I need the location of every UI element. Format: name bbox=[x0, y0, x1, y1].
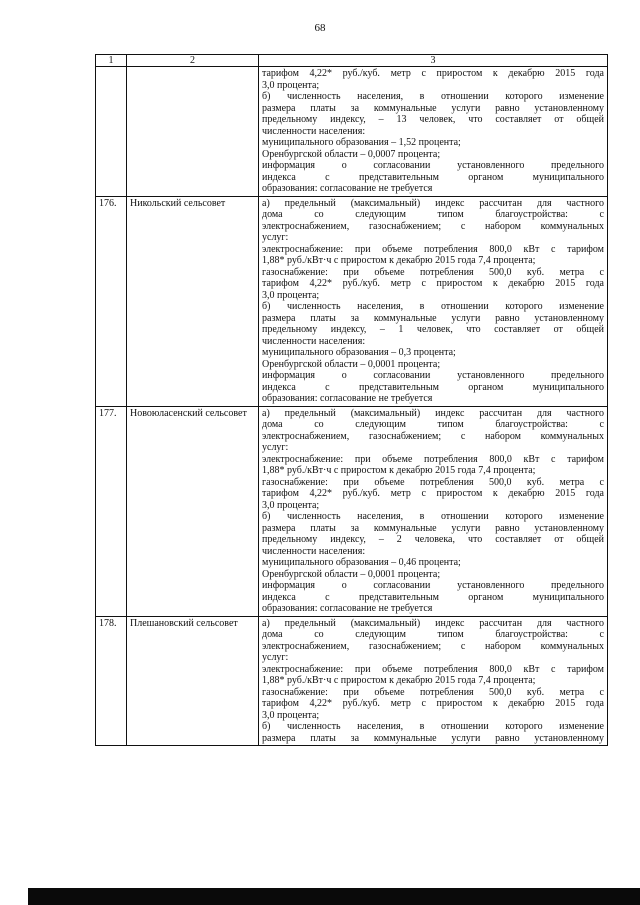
table-row bbox=[96, 196, 608, 406]
header-col-3: 3 bbox=[259, 55, 608, 67]
row-number: 176. bbox=[96, 196, 127, 406]
description-line: дома со следующим типом благоустройства: с bbox=[262, 209, 604, 220]
description-line: муниципального образования – 0,3 процента; bbox=[262, 347, 456, 358]
description-line: дома со следующим типом благоустройства: с bbox=[262, 629, 604, 640]
description-line: Оренбургской области – 0,0001 процента; bbox=[262, 568, 441, 580]
description-line: а) предельный (максимальный) индекс рассчитан для частного bbox=[262, 407, 604, 419]
description-line: Оренбургской области – 0,0007 процента; bbox=[262, 148, 441, 160]
table-row bbox=[96, 616, 608, 746]
description-line: численности населения: bbox=[262, 125, 366, 137]
description-line: 3,0 процента; bbox=[262, 709, 320, 721]
description-line: индекса с представительным органом муниципального bbox=[262, 381, 604, 393]
description-line: предельному индексу, – 1 человек, что составляет от общей bbox=[262, 324, 604, 335]
row-number: 177. bbox=[96, 406, 127, 616]
description-line: б) численность населения, в отношении которого изменение bbox=[262, 91, 604, 102]
description-line: газоснабжение: при объеме потребления 500,0 куб. метра с bbox=[262, 266, 604, 278]
description-line: предельному индексу, – 13 человек, что составляет от общей bbox=[262, 114, 604, 125]
description-line: образования: согласование не требуется bbox=[262, 183, 433, 194]
index-description bbox=[259, 67, 608, 197]
row-number bbox=[96, 67, 127, 197]
municipality-name: Никольский сельсовет bbox=[127, 196, 259, 406]
page-number: 68 bbox=[314, 22, 326, 34]
description-line: б) численность населения, в отношении которого изменение bbox=[262, 301, 604, 312]
description-line: б) численность населения, в отношении которого изменение bbox=[262, 721, 604, 732]
description-line: тарифом 4,22* руб./куб. метр с приростом к декабрю 2015 года bbox=[262, 68, 604, 79]
description-line: электроснабжением, газоснабжением; с набором коммунальных bbox=[262, 430, 604, 442]
description-line: информация о согласовании установленного предельного bbox=[262, 370, 604, 381]
table-row bbox=[96, 67, 608, 197]
description-line: услуг: bbox=[262, 232, 289, 243]
description-line: электроснабжение: при объеме потребления 800,0 кВт с тарифом bbox=[262, 663, 604, 675]
index-description bbox=[259, 406, 608, 616]
index-description bbox=[259, 616, 608, 746]
description-line: электроснабжением, газоснабжением; с набором коммунальных bbox=[262, 640, 604, 652]
table-header bbox=[96, 55, 608, 67]
index-description bbox=[259, 196, 608, 406]
description-line: Оренбургской области – 0,0001 процента; bbox=[262, 358, 441, 370]
municipality-name: Новоюласенский сельсовет bbox=[127, 406, 259, 616]
description-line: размера платы за коммунальные услуги равно установленному bbox=[262, 312, 604, 324]
description-line: дома со следующим типом благоустройства: с bbox=[262, 419, 604, 430]
table-body bbox=[96, 67, 608, 746]
description-line: муниципального образования – 1,52 процента; bbox=[262, 137, 461, 148]
description-line: индекса с представительным органом муниципального bbox=[262, 171, 604, 183]
description-line: газоснабжение: при объеме потребления 500,0 куб. метра с bbox=[262, 686, 604, 698]
description-line: численности населения: bbox=[262, 335, 366, 347]
header-col-1: 1 bbox=[96, 55, 127, 67]
description-line: 3,0 процента; bbox=[262, 499, 320, 511]
table-row bbox=[96, 406, 608, 616]
description-line: образования: согласование не требуется bbox=[262, 393, 433, 404]
description-line: индекса с представительным органом муниципального bbox=[262, 591, 604, 603]
description-line: размера платы за коммунальные услуги равно установленному bbox=[262, 522, 604, 534]
description-line: численности населения: bbox=[262, 545, 366, 557]
header-row bbox=[96, 55, 608, 67]
description-line: а) предельный (максимальный) индекс рассчитан для частного bbox=[262, 617, 604, 629]
description-line: электроснабжение: при объеме потребления 800,0 кВт с тарифом bbox=[262, 453, 604, 465]
description-line: 3,0 процента; bbox=[262, 289, 320, 301]
description-line: услуг: bbox=[262, 652, 289, 663]
municipality-name bbox=[127, 67, 259, 197]
description-line: муниципального образования – 0,46 процента; bbox=[262, 557, 461, 568]
description-line: 1,88* руб./кВт·ч с приростом к декабрю 2015 года 7,4 процента; bbox=[262, 255, 536, 266]
description-line: тарифом 4,22* руб./куб. метр с приростом к декабрю 2015 года bbox=[262, 488, 604, 499]
description-line: услуг: bbox=[262, 442, 289, 453]
scan-edge-bar bbox=[28, 888, 640, 905]
description-line: а) предельный (максимальный) индекс рассчитан для частного bbox=[262, 197, 604, 209]
header-col-2: 2 bbox=[127, 55, 259, 67]
data-table bbox=[95, 54, 608, 746]
municipality-name: Плешановский сельсовет bbox=[127, 616, 259, 746]
description-line: тарифом 4,22* руб./куб. метр с приростом к декабрю 2015 года bbox=[262, 698, 604, 709]
description-line: 3,0 процента; bbox=[262, 79, 320, 91]
description-line: размера платы за коммунальные услуги равно установленному bbox=[262, 732, 604, 744]
description-line: 1,88* руб./кВт·ч с приростом к декабрю 2015 года 7,4 процента; bbox=[262, 675, 536, 686]
description-line: образования: согласование не требуется bbox=[262, 603, 433, 614]
description-line: б) численность населения, в отношении которого изменение bbox=[262, 511, 604, 522]
description-line: газоснабжение: при объеме потребления 500,0 куб. метра с bbox=[262, 476, 604, 488]
description-line: электроснабжение: при объеме потребления 800,0 кВт с тарифом bbox=[262, 243, 604, 255]
description-line: информация о согласовании установленного предельного bbox=[262, 580, 604, 591]
description-line: 1,88* руб./кВт·ч с приростом к декабрю 2015 года 7,4 процента; bbox=[262, 465, 536, 476]
description-line: электроснабжением, газоснабжением; с набором коммунальных bbox=[262, 220, 604, 232]
description-line: информация о согласовании установленного предельного bbox=[262, 160, 604, 171]
row-number: 178. bbox=[96, 616, 127, 746]
description-line: предельному индексу, – 2 человека, что составляет от общей bbox=[262, 534, 604, 545]
description-line: тарифом 4,22* руб./куб. метр с приростом к декабрю 2015 года bbox=[262, 278, 604, 289]
description-line: размера платы за коммунальные услуги равно установленному bbox=[262, 102, 604, 114]
